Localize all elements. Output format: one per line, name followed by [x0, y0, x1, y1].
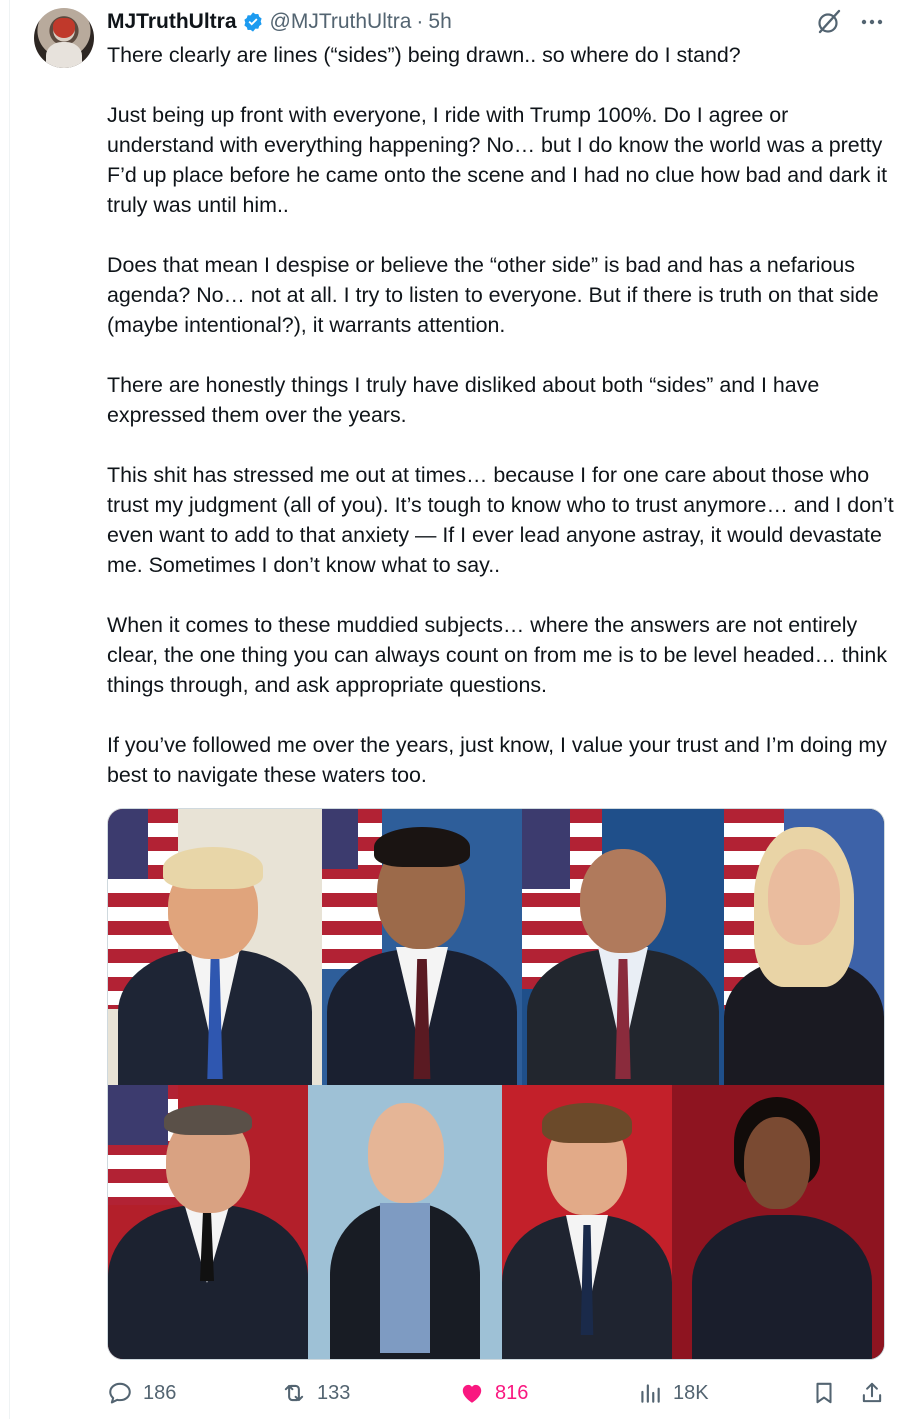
- tweet-actions: [107, 1376, 887, 1410]
- collage-photo-8: [672, 1085, 884, 1359]
- bookmark-button[interactable]: [811, 1380, 837, 1406]
- tweet-paragraph: There are honestly things I truly have disliked about both “sides” and I have expressed them over the years.: [107, 373, 820, 427]
- tweet-paragraph: There clearly are lines (“sides”) being drawn.. so where do I stand?: [107, 43, 741, 67]
- handle[interactable]: @MJTruthUltra: [269, 10, 412, 33]
- more-icon[interactable]: [858, 8, 886, 36]
- reply-button[interactable]: [107, 1376, 176, 1410]
- verified-badge-icon[interactable]: [242, 11, 264, 33]
- tweet-paragraph: This shit has stressed me out at times… because I for one care about those who trust my judgment (all of you). It’s tough to know who to trust anymore… and I don’t even want to add to that anxiety — If I ever lead anyone astray, it would devastate me. Sometimes I don’t know what to say..: [107, 463, 894, 577]
- share-button[interactable]: [859, 1380, 885, 1406]
- grok-icon[interactable]: [815, 8, 843, 36]
- separator-dot: ·: [416, 10, 424, 33]
- tweet-paragraph: Does that mean I despise or believe the “other side” is bad and has a nefarious agenda? No… not at all. I try to listen to everyone. But if there is truth on that side (maybe intentional?), it warrants attention.: [107, 253, 879, 337]
- collage-photo-4: [724, 809, 884, 1085]
- bookmark-icon: [811, 1380, 837, 1406]
- avatar-mask-shape: [53, 18, 75, 38]
- collage-photo-7: [502, 1085, 672, 1359]
- tweet-media-collage[interactable]: [107, 808, 885, 1360]
- avatar-body-shape: [46, 42, 82, 68]
- share-icon: [859, 1380, 885, 1406]
- reply-count: 186: [143, 1381, 177, 1404]
- views-count: 18K: [673, 1381, 709, 1404]
- repost-count: 133: [317, 1381, 351, 1404]
- collage-photo-5: [108, 1085, 308, 1359]
- repost-button[interactable]: [281, 1376, 350, 1410]
- tweet-paragraph: If you’ve followed me over the years, just know, I value your trust and I’m doing my best to navigate these waters too.: [107, 733, 887, 787]
- reply-icon: [107, 1380, 133, 1406]
- timestamp[interactable]: 5h: [428, 10, 452, 33]
- collage-photo-2: [322, 809, 522, 1085]
- views-chart-icon: [637, 1380, 663, 1406]
- tweet-paragraph: Just being up front with everyone, I ride with Trump 100%. Do I agree or understand with everything happening? No… but I do know the world was a pretty F’d up place before he came onto the scene and I had no clue how bad and dark it truly was until him..: [107, 103, 888, 217]
- heart-icon: [459, 1380, 485, 1406]
- tweet-header: [107, 8, 452, 36]
- collage-photo-3: [522, 809, 724, 1085]
- tweet-text: [107, 40, 897, 790]
- collage-photo-6: [308, 1085, 502, 1359]
- timeline-divider: [9, 0, 10, 1419]
- avatar[interactable]: [34, 8, 94, 68]
- repost-icon: [281, 1380, 307, 1406]
- like-count: 816: [495, 1381, 529, 1404]
- display-name[interactable]: MJTruthUltra: [107, 10, 237, 33]
- collage-photo-1: [108, 809, 322, 1085]
- tweet-paragraph: When it comes to these muddied subjects… where the answers are not entirely clear, the one thing you can always count on from me is to be level headed… think things through, and ask appropriate questions.: [107, 613, 888, 697]
- views-button[interactable]: [637, 1376, 709, 1410]
- like-button[interactable]: [459, 1376, 528, 1410]
